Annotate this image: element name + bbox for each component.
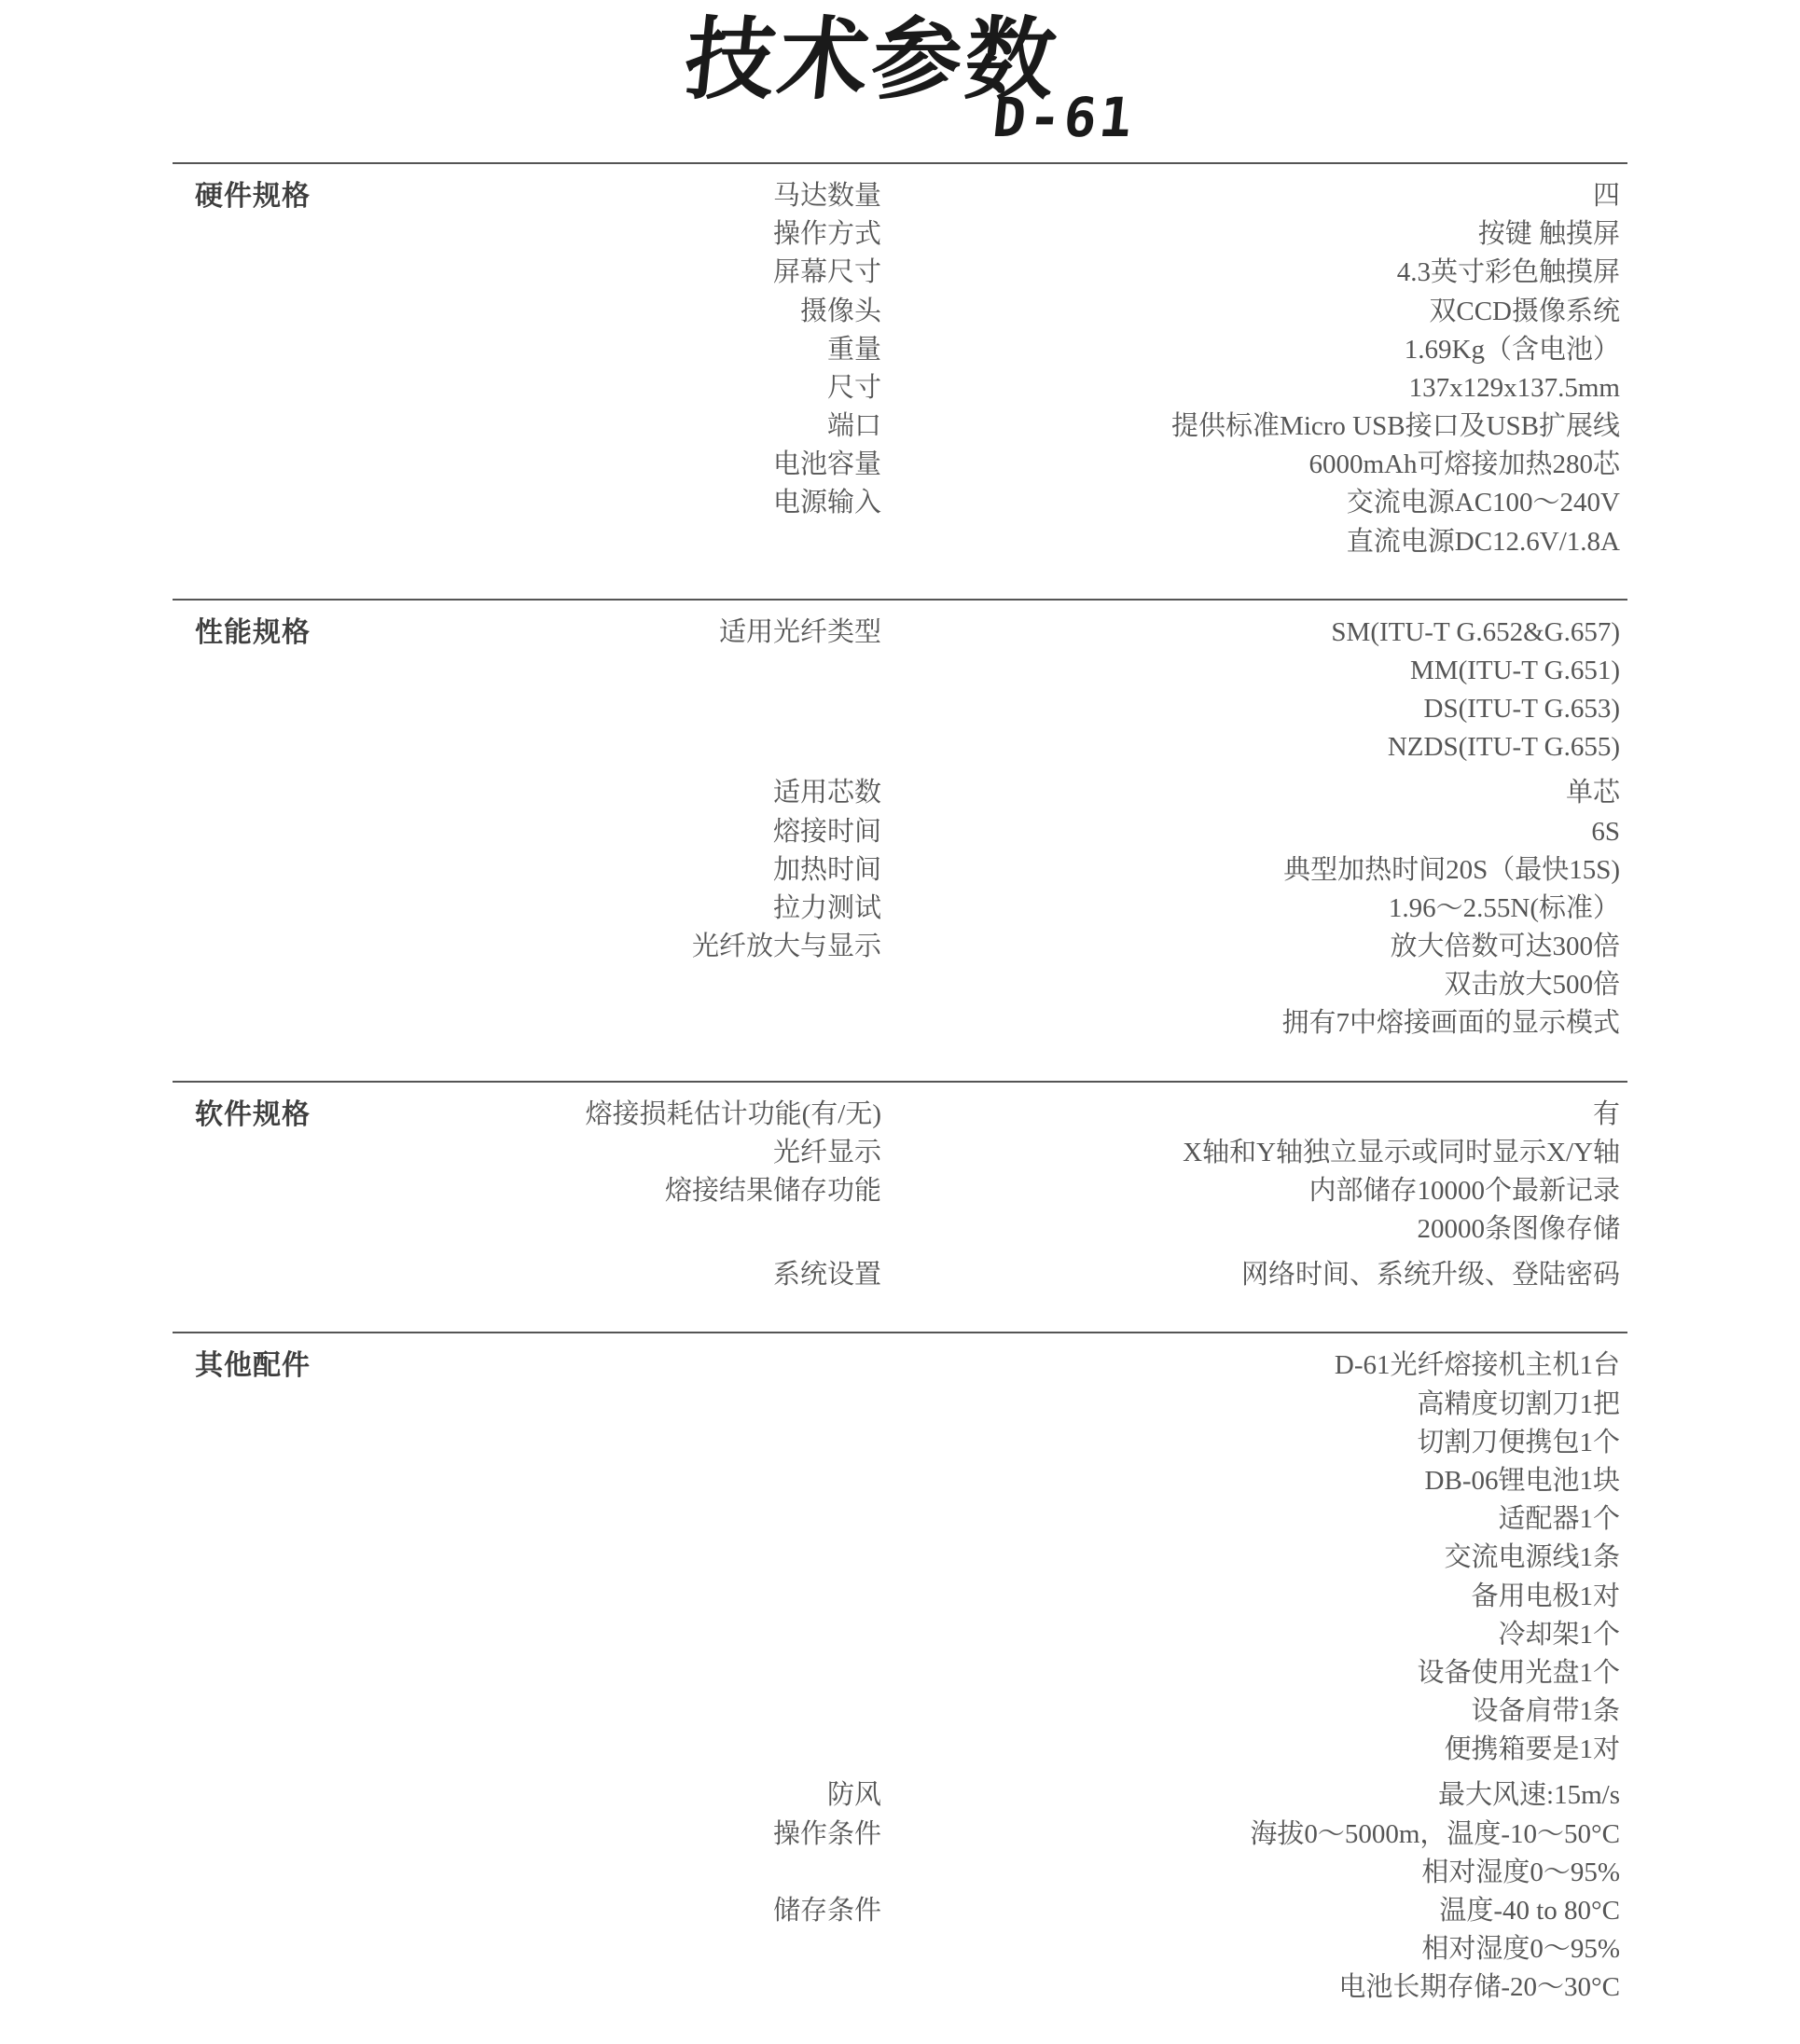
spec-value-line: 双击放大500倍: [1444, 970, 1620, 1001]
spec-value-line: 交流电源线1条: [1444, 1542, 1620, 1573]
spec-value-line: 20000条图像存储: [1417, 1214, 1620, 1245]
spec-section: [173, 162, 1627, 561]
spec-value-line: 相对湿度0～95%: [1421, 1857, 1620, 1887]
spec-row-values: [891, 177, 1627, 215]
spec-row-label: 光纤放大与显示: [691, 932, 881, 962]
spec-row-values: [891, 890, 1627, 928]
section-inner: [173, 614, 1627, 1043]
row-spacer: [480, 1769, 1627, 1776]
spec-row-values: [891, 1776, 1627, 1815]
spec-value-line: 交流电源AC100～240V: [1346, 488, 1620, 518]
spec-value-line: MM(ITU-T G.651): [1410, 655, 1620, 685]
spec-row: [480, 369, 1627, 407]
spec-row: [480, 1776, 1627, 1815]
spec-value-line: X轴和Y轴独立显示或同时显示X/Y轴: [1183, 1137, 1620, 1167]
spec-value-line: SM(ITU-T G.652&G.657): [1331, 616, 1620, 647]
spec-row-label: 尺寸: [826, 372, 881, 403]
spec-row-values: [891, 1347, 1627, 1769]
spec-row-values: [891, 1816, 1627, 1892]
spec-row: [480, 1347, 1627, 1769]
spec-row-values: [891, 215, 1627, 254]
spec-value-line: 1.96～2.55N(标准）: [1388, 892, 1620, 923]
spec-value-line: 海拔0～5000m，温度-10～50°C: [1250, 1818, 1620, 1849]
spec-row-label: 防风: [826, 1780, 881, 1811]
spec-row-label: 马达数量: [772, 181, 881, 211]
spec-section: [173, 1332, 1627, 2007]
spec-row-values: [891, 254, 1627, 292]
model-name: D-61: [990, 86, 1139, 149]
spec-value-line: 便携箱要是1对: [1444, 1734, 1620, 1765]
spec-row-label: 熔接结果储存功能: [664, 1175, 881, 1206]
spec-value-line: 放大倍数可达300倍: [1390, 932, 1620, 962]
spec-value-line: 切割刀便携包1个: [1417, 1427, 1620, 1457]
row-spacer: [480, 1249, 1627, 1256]
spec-section: [173, 599, 1627, 1043]
title-block: [0, 0, 1800, 159]
section-rows: [480, 1347, 1627, 2007]
spec-row: [480, 774, 1627, 812]
section-gap: [173, 2012, 1627, 2044]
spec-row: [480, 813, 1627, 851]
spec-row: [480, 1134, 1627, 1172]
spec-row-label: 适用光纤类型: [718, 616, 881, 647]
spec-row: [480, 484, 1627, 560]
page-title: 技术参数: [680, 7, 1064, 112]
spec-row: [480, 215, 1627, 254]
spec-row: [480, 293, 1627, 331]
spec-value-line: 相对湿度0～95%: [1421, 1934, 1620, 1965]
spec-row-values: [891, 293, 1627, 331]
section-title: 硬件规格: [195, 181, 311, 212]
spec-row-label: 适用芯数: [772, 778, 881, 808]
spec-row-values: [891, 407, 1627, 446]
spec-row-label: 电源输入: [772, 488, 881, 518]
spec-value-line: 6000mAh可熔接加热280芯: [1308, 449, 1620, 480]
section-gap: [173, 1300, 1627, 1332]
spec-row: [480, 1816, 1627, 1892]
spec-row-values: [891, 369, 1627, 407]
spec-value-line: DS(ITU-T G.653): [1423, 694, 1620, 725]
row-spacer: [480, 766, 1627, 774]
spec-value-line: 双CCD摄像系统: [1429, 296, 1620, 326]
spec-row-label: 端口: [826, 411, 881, 442]
spec-row-values: [891, 1172, 1627, 1249]
spec-row: [480, 1096, 1627, 1134]
spec-row-values: [891, 1892, 1627, 2008]
spec-row-label: 操作条件: [772, 1818, 881, 1849]
spec-row: [480, 1172, 1627, 1249]
spec-row: [480, 446, 1627, 484]
spec-row: [480, 890, 1627, 928]
spec-row-values: [891, 331, 1627, 369]
spec-value-line: 提供标准Micro USB接口及USB扩展线: [1171, 411, 1620, 442]
spec-row-label: 系统设置: [772, 1260, 881, 1291]
section-rows: [480, 1096, 1627, 1295]
spec-row-label: 光纤显示: [772, 1137, 881, 1167]
spec-row: [480, 1892, 1627, 2008]
section-gap: [173, 567, 1627, 599]
spec-row-label: 熔接损耗估计功能(有/无): [585, 1098, 881, 1129]
spec-row-label: 加热时间: [772, 854, 881, 885]
spec-value-line: 设备使用光盘1个: [1417, 1657, 1620, 1688]
spec-row-label: 电池容量: [772, 449, 881, 480]
spec-row-values: [891, 774, 1627, 812]
spec-value-line: 适配器1个: [1498, 1504, 1620, 1535]
section-gap: [173, 1049, 1627, 1081]
spec-value-line: 温度-40 to 80°C: [1439, 1895, 1620, 1926]
spec-value-line: 拥有7中熔接画面的显示模式: [1281, 1008, 1620, 1039]
spec-row: [480, 331, 1627, 369]
spec-row-values: [891, 928, 1627, 1043]
spec-row-label: 储存条件: [772, 1895, 881, 1926]
spec-value-line: 按键 触摸屏: [1477, 219, 1620, 250]
section-inner: [173, 1347, 1627, 2007]
spec-value-line: 典型加热时间20S（最快15S): [1283, 854, 1620, 885]
spec-row-values: [891, 813, 1627, 851]
spec-value-line: D-61光纤熔接机主机1台: [1334, 1350, 1620, 1381]
spec-row-values: [891, 484, 1627, 560]
spec-value-line: 冷却架1个: [1498, 1619, 1620, 1650]
spec-row: [480, 254, 1627, 292]
section-title: 软件规格: [195, 1098, 311, 1130]
spec-row: [480, 851, 1627, 890]
spec-row-values: [891, 1096, 1627, 1134]
section-title: 性能规格: [195, 616, 311, 648]
spec-value-line: DB-06锂电池1块: [1424, 1465, 1620, 1496]
spec-row-label: 拉力测试: [772, 892, 881, 923]
spec-row: [480, 614, 1627, 767]
spec-section: [173, 1081, 1627, 1295]
spec-value-line: 单芯: [1565, 778, 1620, 808]
spec-value-line: 直流电源DC12.6V/1.8A: [1346, 526, 1620, 557]
section-rows: [480, 614, 1627, 1043]
spec-sections: [173, 159, 1627, 2044]
spec-row-values: [891, 1134, 1627, 1172]
spec-row: [480, 407, 1627, 446]
spec-row: [480, 928, 1627, 1043]
spec-value-line: 电池长期存储-20～30°C: [1338, 1972, 1620, 2003]
spec-value-line: 高精度切割刀1把: [1417, 1388, 1620, 1419]
section-title: 其他配件: [195, 1350, 311, 1382]
spec-row-values: [891, 1256, 1627, 1294]
spec-row-label: 操作方式: [772, 219, 881, 250]
spec-value-line: 内部储存10000个最新记录: [1308, 1175, 1620, 1206]
spec-row-label: 屏幕尺寸: [772, 257, 881, 288]
spec-value-line: 备用电极1对: [1471, 1581, 1620, 1611]
spec-row-values: [891, 851, 1627, 890]
spec-row-values: [891, 614, 1627, 767]
spec-row: [480, 177, 1627, 215]
section-inner: [173, 1096, 1627, 1295]
spec-value-line: 设备肩带1条: [1471, 1696, 1620, 1727]
spec-value-line: 四: [1592, 181, 1620, 211]
spec-row-label: 熔接时间: [772, 816, 881, 847]
spec-value-line: NZDS(ITU-T G.655): [1387, 732, 1620, 763]
spec-value-line: 网络时间、系统升级、登陆密码: [1240, 1260, 1620, 1291]
section-rows: [480, 177, 1627, 561]
spec-value-line: 有: [1592, 1098, 1620, 1129]
spec-row-values: [891, 446, 1627, 484]
section-inner: [173, 177, 1627, 561]
spec-value-line: 4.3英寸彩色触摸屏: [1396, 257, 1620, 288]
spec-value-line: 6S: [1591, 816, 1620, 847]
spec-row: [480, 1256, 1627, 1294]
spec-row-label: 摄像头: [799, 296, 881, 326]
spec-value-line: 最大风速:15m/s: [1438, 1780, 1620, 1811]
spec-value-line: 137x129x137.5mm: [1408, 372, 1620, 403]
spec-row-label: 重量: [826, 334, 881, 365]
spec-value-line: 1.69Kg（含电池）: [1404, 334, 1620, 365]
